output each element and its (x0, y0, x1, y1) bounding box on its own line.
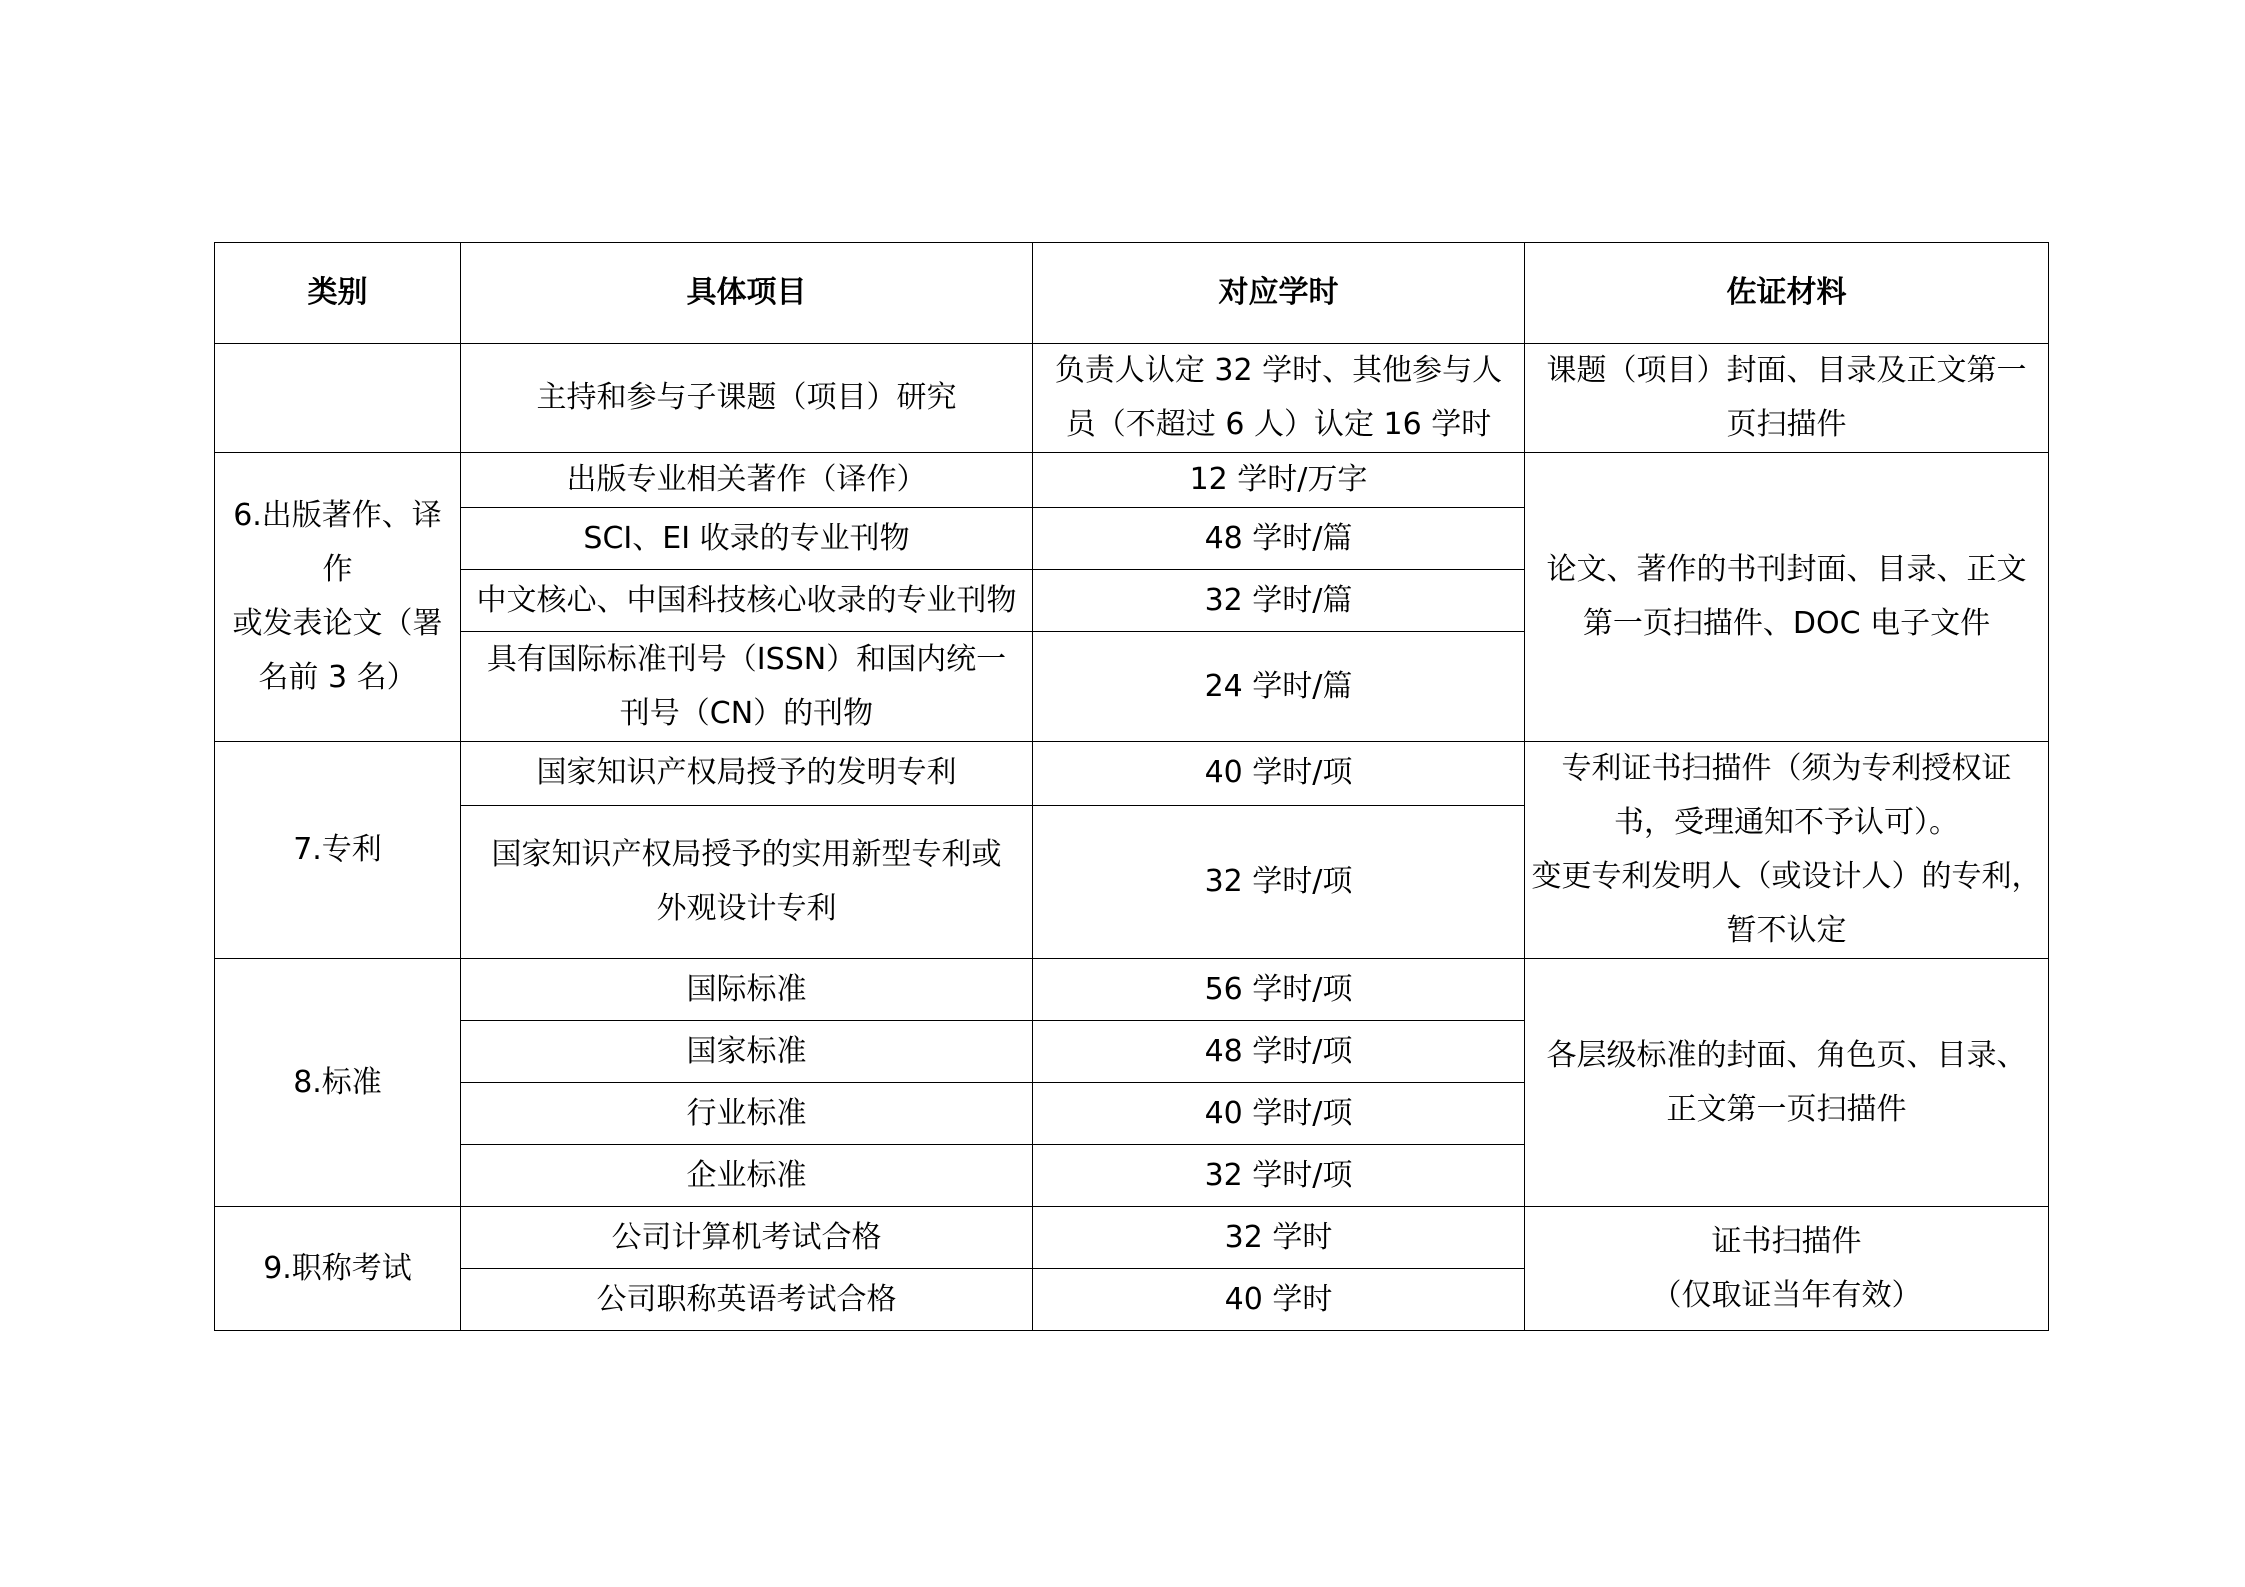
hours-cell: 40 学时 (1033, 1269, 1525, 1331)
table-row (215, 959, 2049, 1021)
evidence-line: 课题（项目）封面、目录及正文第一 (1546, 353, 2027, 388)
table-row (215, 453, 2049, 508)
table-row (215, 742, 2049, 806)
header-category: 类别 (215, 243, 461, 344)
header-hours: 对应学时 (1033, 243, 1525, 344)
evidence-line: 论文、著作的书刊封面、目录、正文 (1546, 552, 2027, 587)
header-evidence: 佐证材料 (1525, 243, 2049, 344)
item-cell: 出版专业相关著作（译作） (461, 453, 1033, 508)
item-line: 外观设计专利 (656, 890, 837, 926)
evidence-line: 证书扫描件 (1711, 1223, 1862, 1259)
item-cell (461, 805, 1033, 958)
evidence-line: 专利证书扫描件（须为专利授权证 (1561, 751, 2012, 786)
evidence-cell (1525, 453, 2049, 742)
evidence-line: 书，受理通知不予认可）。 (1614, 805, 1959, 840)
hours-cell: 32 学时/项 (1033, 1145, 1525, 1207)
category-line: 或发表论文（署 (232, 606, 443, 641)
category-line: 6.出版著作、译作 (233, 498, 442, 587)
evidence-line: 第一页扫描件、DOC 电子文件 (1582, 606, 1991, 641)
hours-cell: 32 学时 (1033, 1207, 1525, 1269)
hours-cell: 24 学时/篇 (1033, 632, 1525, 742)
hours-cell: 56 学时/项 (1033, 959, 1525, 1021)
evidence-line: 页扫描件 (1726, 407, 1847, 442)
item-cell: 企业标准 (461, 1145, 1033, 1207)
item-line: 具有国际标准刊号（ISSN）和国内统一 (486, 641, 1007, 677)
header-row (215, 243, 2049, 344)
evidence-line: 正文第一页扫描件 (1666, 1091, 1907, 1127)
evidence-line: （仅取证当年有效） (1651, 1277, 1922, 1313)
header-item: 具体项目 (461, 243, 1033, 344)
table-row (215, 1207, 2049, 1269)
item-cell: 公司职称英语考试合格 (461, 1269, 1033, 1331)
item-cell: 主持和参与子课题（项目）研究 (461, 344, 1033, 453)
evidence-line: 暂不认定 (1726, 913, 1847, 948)
evidence-cell (1525, 344, 2049, 453)
hours-line: 负责人认定 32 学时、其他参与人 (1054, 353, 1503, 388)
item-cell: 国家知识产权局授予的发明专利 (461, 742, 1033, 806)
item-cell: 行业标准 (461, 1083, 1033, 1145)
hours-cell: 48 学时/项 (1033, 1021, 1525, 1083)
hours-cell: 40 学时/项 (1033, 742, 1525, 806)
category-line: 名前 3 名） (258, 660, 417, 695)
item-cell: 国际标准 (461, 959, 1033, 1021)
item-cell: 国家标准 (461, 1021, 1033, 1083)
evidence-cell (1525, 1207, 2049, 1331)
evidence-line: 变更专利发明人（或设计人）的专利， (1531, 859, 2042, 894)
evidence-cell (1525, 742, 2049, 959)
category-cell: 9.职称考试 (215, 1207, 461, 1331)
credit-hours-table (214, 242, 2049, 1331)
hours-cell: 40 学时/项 (1033, 1083, 1525, 1145)
hours-cell: 32 学时/篇 (1033, 570, 1525, 632)
item-cell (461, 632, 1033, 742)
evidence-line: 各层级标准的封面、角色页、目录、 (1546, 1037, 2027, 1073)
hours-cell: 12 学时/万字 (1033, 453, 1525, 508)
item-cell: 公司计算机考试合格 (461, 1207, 1033, 1269)
category-cell (215, 453, 461, 742)
hours-cell: 48 学时/篇 (1033, 508, 1525, 570)
category-cell (215, 344, 461, 453)
item-line: 刊号（CN）的刊物 (619, 695, 874, 731)
item-line: 国家知识产权局授予的实用新型专利或 (491, 836, 1002, 872)
category-cell: 7.专利 (215, 742, 461, 959)
item-cell: 中文核心、中国科技核心收录的专业刊物 (461, 570, 1033, 632)
hours-cell: 32 学时/项 (1033, 805, 1525, 958)
hours-line: 员（不超过 6 人）认定 16 学时 (1065, 407, 1492, 442)
hours-cell (1033, 344, 1525, 453)
item-cell: SCI、EI 收录的专业刊物 (461, 508, 1033, 570)
evidence-cell (1525, 959, 2049, 1207)
table-row (215, 344, 2049, 453)
category-cell: 8.标准 (215, 959, 461, 1207)
